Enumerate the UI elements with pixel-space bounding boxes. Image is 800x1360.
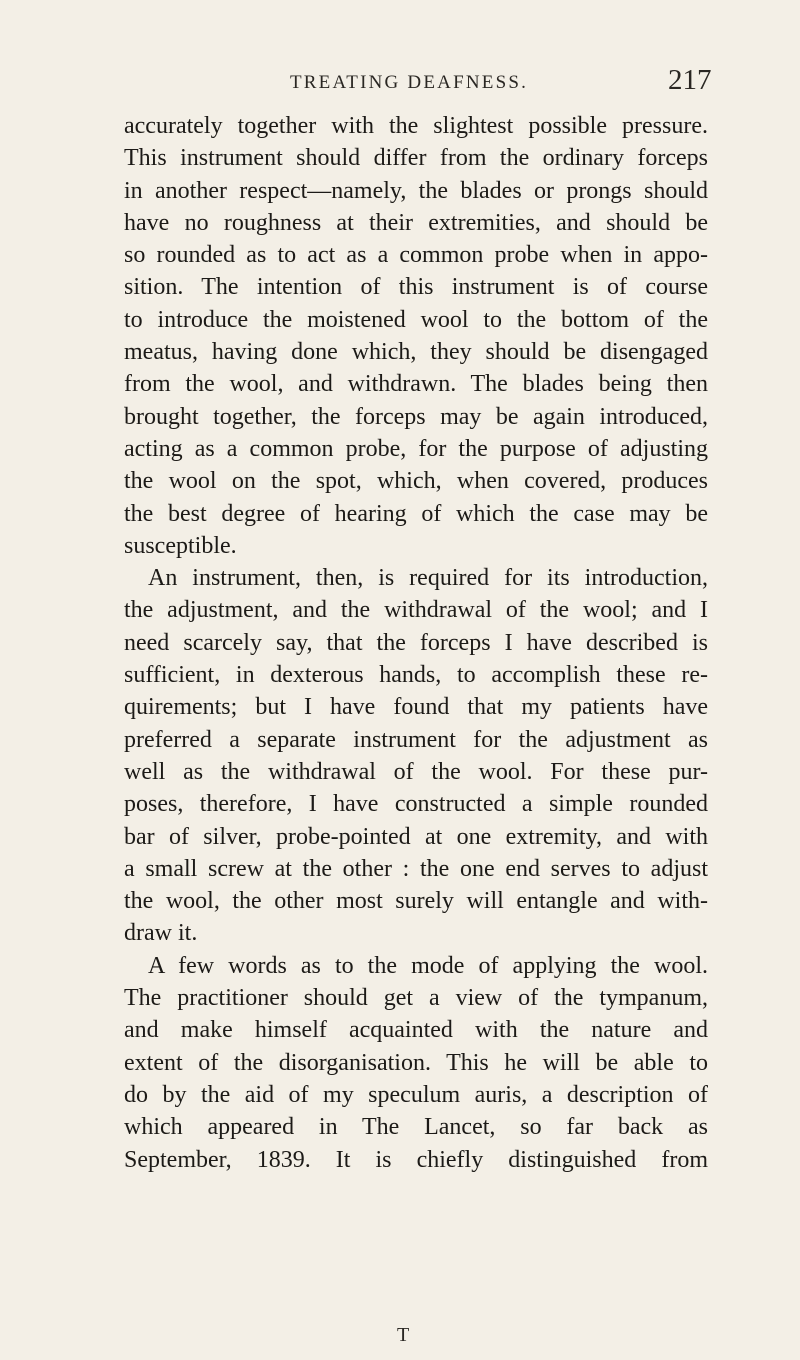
text-line: susceptible. [124,532,237,559]
text-line: brought together, the forceps may be again introduced, [124,403,708,430]
text-line: sition. The intention of this instrument is of course [124,274,708,301]
text-line: and make himself acquainted with the nature and [124,1017,708,1044]
text-line: which appeared in The Lancet, so far back as [124,1114,708,1141]
text-line: bar of silver, probe-pointed at one extremity, and with [124,823,708,850]
text-line: accurately together with the slightest possible pressure. [124,113,708,139]
text-line: have no roughness at their extremities, and should be [124,209,708,236]
text-line: a small screw at the other : the one end serves to adjust [124,855,708,882]
text-line: This instrument should differ from the ordinary forceps [124,145,708,172]
text-line: to introduce the moistened wool to the bottom of the [124,306,708,333]
text-line: the best degree of hearing of which the case may be [124,500,708,527]
text-line: the wool, the other most surely will entangle and with- [124,888,708,915]
text-line: The practitioner should get a view of the tympanum, [124,985,708,1012]
page-number: 217 [668,64,712,96]
running-head: TREATING DEAFNESS. [290,72,529,93]
text-line: well as the withdrawal of the wool. For these pur- [124,758,708,785]
text-line: preferred a separate instrument for the adjustment as [124,726,708,753]
text-line: meatus, having done which, they should be disengaged [124,339,708,366]
text-line: poses, therefore, I have constructed a simple rounded [124,791,708,818]
body-text [124,110,708,1176]
text-line: from the wool, and withdrawn. The blades being then [124,371,708,398]
text-line: September, 1839. It is chiefly distinguished from [124,1146,708,1173]
text-line: acting as a common probe, for the purpose of adjusting [124,435,708,462]
text-line: the adjustment, and the withdrawal of the wool; and I [124,597,708,624]
text-line: sufficient, in dexterous hands, to accomplish these re- [124,662,708,689]
text-line: need scarcely say, that the forceps I have described is [124,629,708,656]
text-line: so rounded as to act as a common probe when in appo- [124,242,708,269]
signature-mark: T [397,1324,410,1346]
text-line: quirements; but I have found that my patients have [124,694,708,721]
text-line: extent of the disorganisation. This he will be able to [124,1049,708,1076]
text-line: do by the aid of my speculum auris, a description of [124,1081,708,1108]
text-line: in another respect—namely, the blades or prongs should [124,177,708,204]
text-line: the wool on the spot, which, when covered, produces [124,468,708,495]
text-line: draw it. [124,920,198,947]
text-line: An instrument, then, is required for its introduction, [148,565,708,592]
text-line: A few words as to the mode of applying the wool. [148,952,708,979]
